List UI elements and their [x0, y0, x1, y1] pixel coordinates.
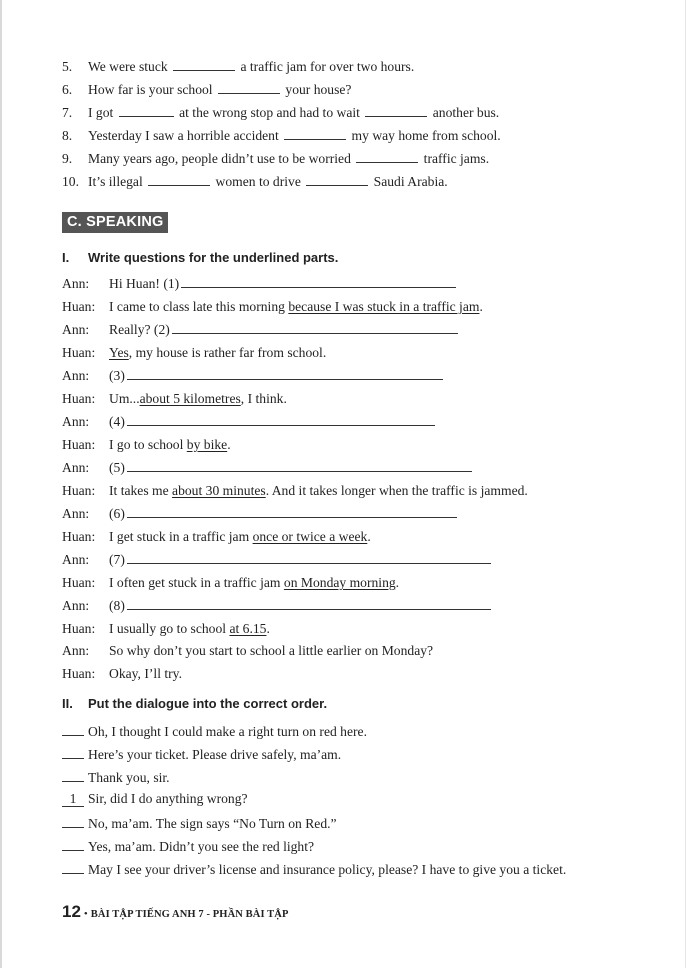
section-heading: C. SPEAKING [62, 212, 168, 233]
speaker-ann: Ann: [62, 552, 90, 567]
task-number: I. [62, 250, 70, 265]
exercise-text: Saudi Arabia. [370, 174, 448, 189]
order-slot[interactable] [62, 836, 84, 851]
order-slot[interactable] [62, 813, 84, 828]
exercise-number: 9. [62, 151, 73, 166]
page-footer [62, 902, 288, 922]
task-title [62, 695, 327, 713]
dialogue-line [62, 482, 528, 500]
speaker-huan: Huan: [62, 575, 96, 590]
book-title: BÀI TẬP TIẾNG ANH 7 - PHẦN BÀI TẬP [90, 909, 289, 920]
underlined-part: Yes [109, 345, 129, 360]
exercise-number: 5. [62, 59, 73, 74]
answer-blank[interactable] [306, 174, 368, 186]
speaker-ann: Ann: [62, 368, 90, 383]
exercise-number: 10. [62, 174, 79, 189]
ordering-text: Here’s your ticket. Please drive safely, ma’am. [88, 747, 342, 762]
dialogue-text: Really? (2) [109, 322, 170, 337]
exercise-item [62, 104, 499, 122]
order-slot[interactable] [62, 859, 84, 874]
dialogue-line [62, 620, 270, 638]
exercise-text: How far is your school [88, 82, 216, 97]
dialogue-line [62, 597, 493, 615]
dialogue-line [62, 436, 231, 454]
answer-blank[interactable] [127, 460, 472, 472]
dialogue-text: Hi Huan! (1) [109, 276, 180, 291]
order-slot[interactable] [62, 744, 84, 759]
dialogue-text: (6) [109, 506, 125, 521]
speaker-huan: Huan: [62, 437, 96, 452]
answer-blank[interactable] [284, 128, 346, 140]
answer-blank[interactable] [173, 59, 235, 71]
underlined-part: about 30 minutes [172, 483, 266, 498]
speaker-ann: Ann: [62, 643, 90, 658]
exercise-item [62, 173, 448, 191]
exercise-text: We were stuck [88, 59, 172, 74]
dialogue-line [62, 551, 493, 569]
speaker-huan: Huan: [62, 391, 96, 406]
dialogue-line [62, 413, 437, 431]
speaker-ann: Ann: [62, 460, 90, 475]
dialogue-text: . [266, 621, 270, 636]
underlined-part: because I was stuck in a traffic jam [288, 299, 480, 314]
dialogue-text: I go to school [109, 437, 187, 452]
exercise-number: 8. [62, 128, 73, 143]
dialogue-text: . [227, 437, 231, 452]
dialogue-text: I came to class late this morning [109, 299, 289, 314]
ordering-item [62, 744, 341, 764]
answer-blank[interactable] [148, 174, 210, 186]
answer-blank[interactable] [365, 105, 427, 117]
ordering-item [62, 813, 337, 833]
ordering-text: May I see your driver’s license and insurance policy, please? I have to give you a ticket. [88, 862, 567, 877]
task-instruction: Put the dialogue into the correct order. [88, 696, 328, 711]
speaker-huan: Huan: [62, 483, 96, 498]
ordering-text: Thank you, sir. [88, 770, 170, 785]
answer-blank[interactable] [119, 105, 174, 117]
underlined-part: by bike [186, 437, 228, 452]
underlined-part: at 6.15 [229, 621, 267, 636]
exercise-text: a traffic jam for over two hours. [237, 59, 415, 74]
speaker-ann: Ann: [62, 506, 90, 521]
task-title [62, 249, 338, 267]
ordering-text: No, ma’am. The sign says “No Turn on Red.” [88, 816, 337, 831]
task-number: II. [62, 696, 73, 711]
exercise-text: Many years ago, people didn’t use to be worried [88, 151, 355, 166]
ordering-item [62, 721, 367, 741]
exercise-text: It’s illegal [88, 174, 147, 189]
order-slot[interactable] [62, 721, 84, 736]
exercise-item [62, 150, 489, 168]
exercise-number: 6. [62, 82, 73, 97]
dialogue-text: It takes me [109, 483, 173, 498]
ordering-text: Yes, ma’am. Didn’t you see the red light? [88, 839, 315, 854]
speaker-huan: Huan: [62, 621, 96, 636]
dialogue-line [62, 298, 483, 316]
dialogue-text: . [367, 529, 371, 544]
footer-bullet: • [83, 908, 88, 920]
ordering-item [62, 836, 314, 856]
order-slot[interactable] [62, 767, 84, 782]
dialogue-line [62, 665, 182, 683]
dialogue-text: . And it takes longer when the traffic is jammed. [265, 483, 528, 498]
dialogue-line [62, 390, 287, 408]
ordering-item [62, 859, 566, 879]
dialogue-text: . [395, 575, 400, 590]
dialogue-line [62, 574, 399, 592]
ordering-item [62, 767, 170, 787]
dialogue-line [62, 367, 445, 385]
answer-blank[interactable] [127, 368, 443, 380]
underlined-part: on Monday morning [283, 575, 396, 590]
dialogue-line [62, 642, 433, 660]
dialogue-line [62, 528, 371, 546]
dialogue-line [62, 459, 474, 477]
exercise-item [62, 58, 414, 76]
underlined-part: about 5 kilometres [139, 391, 241, 406]
dialogue-line [62, 275, 458, 293]
answer-blank[interactable] [218, 82, 280, 94]
dialogue-text: (4) [109, 414, 125, 429]
exercise-text: women to drive [212, 174, 305, 189]
dialogue-text: Okay, I’ll try. [109, 666, 182, 681]
underlined-part: once or twice a week [252, 529, 368, 544]
speaker-huan: Huan: [62, 299, 96, 314]
task-instruction: Write questions for the underlined parts. [88, 250, 339, 265]
speaker-ann: Ann: [62, 414, 90, 429]
answer-blank[interactable] [127, 506, 457, 518]
dialogue-text: , I think. [240, 391, 287, 406]
ordering-text: Sir, did I do anything wrong? [88, 791, 248, 806]
exercise-item [62, 81, 351, 99]
speaker-ann: Ann: [62, 322, 90, 337]
page-number: 12 [62, 902, 81, 921]
exercise-text: I got [88, 105, 117, 120]
dialogue-line [62, 321, 460, 339]
dialogue-text: I often get stuck in a traffic jam [109, 575, 284, 590]
dialogue-text: . [479, 299, 483, 314]
dialogue-line [62, 505, 459, 523]
dialogue-text: (7) [109, 552, 125, 567]
exercise-text: my way home from school. [348, 128, 501, 143]
answer-blank[interactable] [127, 414, 435, 426]
ordering-item [62, 790, 248, 808]
exercise-number: 7. [62, 105, 73, 120]
speaker-huan: Huan: [62, 666, 96, 681]
order-slot[interactable]: 1 [62, 792, 84, 807]
speaker-huan: Huan: [62, 529, 96, 544]
exercise-text: your house? [282, 82, 352, 97]
speaker-ann: Ann: [62, 276, 90, 291]
dialogue-text: I usually go to school [109, 621, 230, 636]
answer-blank[interactable] [127, 598, 491, 610]
dialogue-text: (5) [109, 460, 125, 475]
dialogue-text: (3) [109, 368, 125, 383]
answer-blank[interactable] [181, 276, 456, 288]
dialogue-text: (8) [109, 598, 125, 613]
exercise-text: Yesterday I saw a horrible accident [88, 128, 283, 143]
speaker-ann: Ann: [62, 598, 90, 613]
answer-blank[interactable] [172, 322, 458, 334]
speaker-huan: Huan: [62, 345, 96, 360]
answer-blank[interactable] [356, 151, 418, 163]
dialogue-text: I get stuck in a traffic jam [109, 529, 253, 544]
answer-blank[interactable] [127, 552, 491, 564]
exercise-item [62, 127, 501, 145]
dialogue-text: Um... [109, 391, 140, 406]
dialogue-text: So why don’t you start to school a little earlier on Monday? [109, 643, 434, 658]
exercise-text: at the wrong stop and had to wait [175, 105, 364, 120]
page-edge-left [0, 0, 2, 968]
exercise-text: another bus. [429, 105, 500, 120]
exercise-text: traffic jams. [420, 151, 490, 166]
dialogue-text: , my house is rather far from school. [128, 345, 327, 360]
dialogue-line [62, 344, 326, 362]
ordering-text: Oh, I thought I could make a right turn on red here. [88, 724, 367, 739]
